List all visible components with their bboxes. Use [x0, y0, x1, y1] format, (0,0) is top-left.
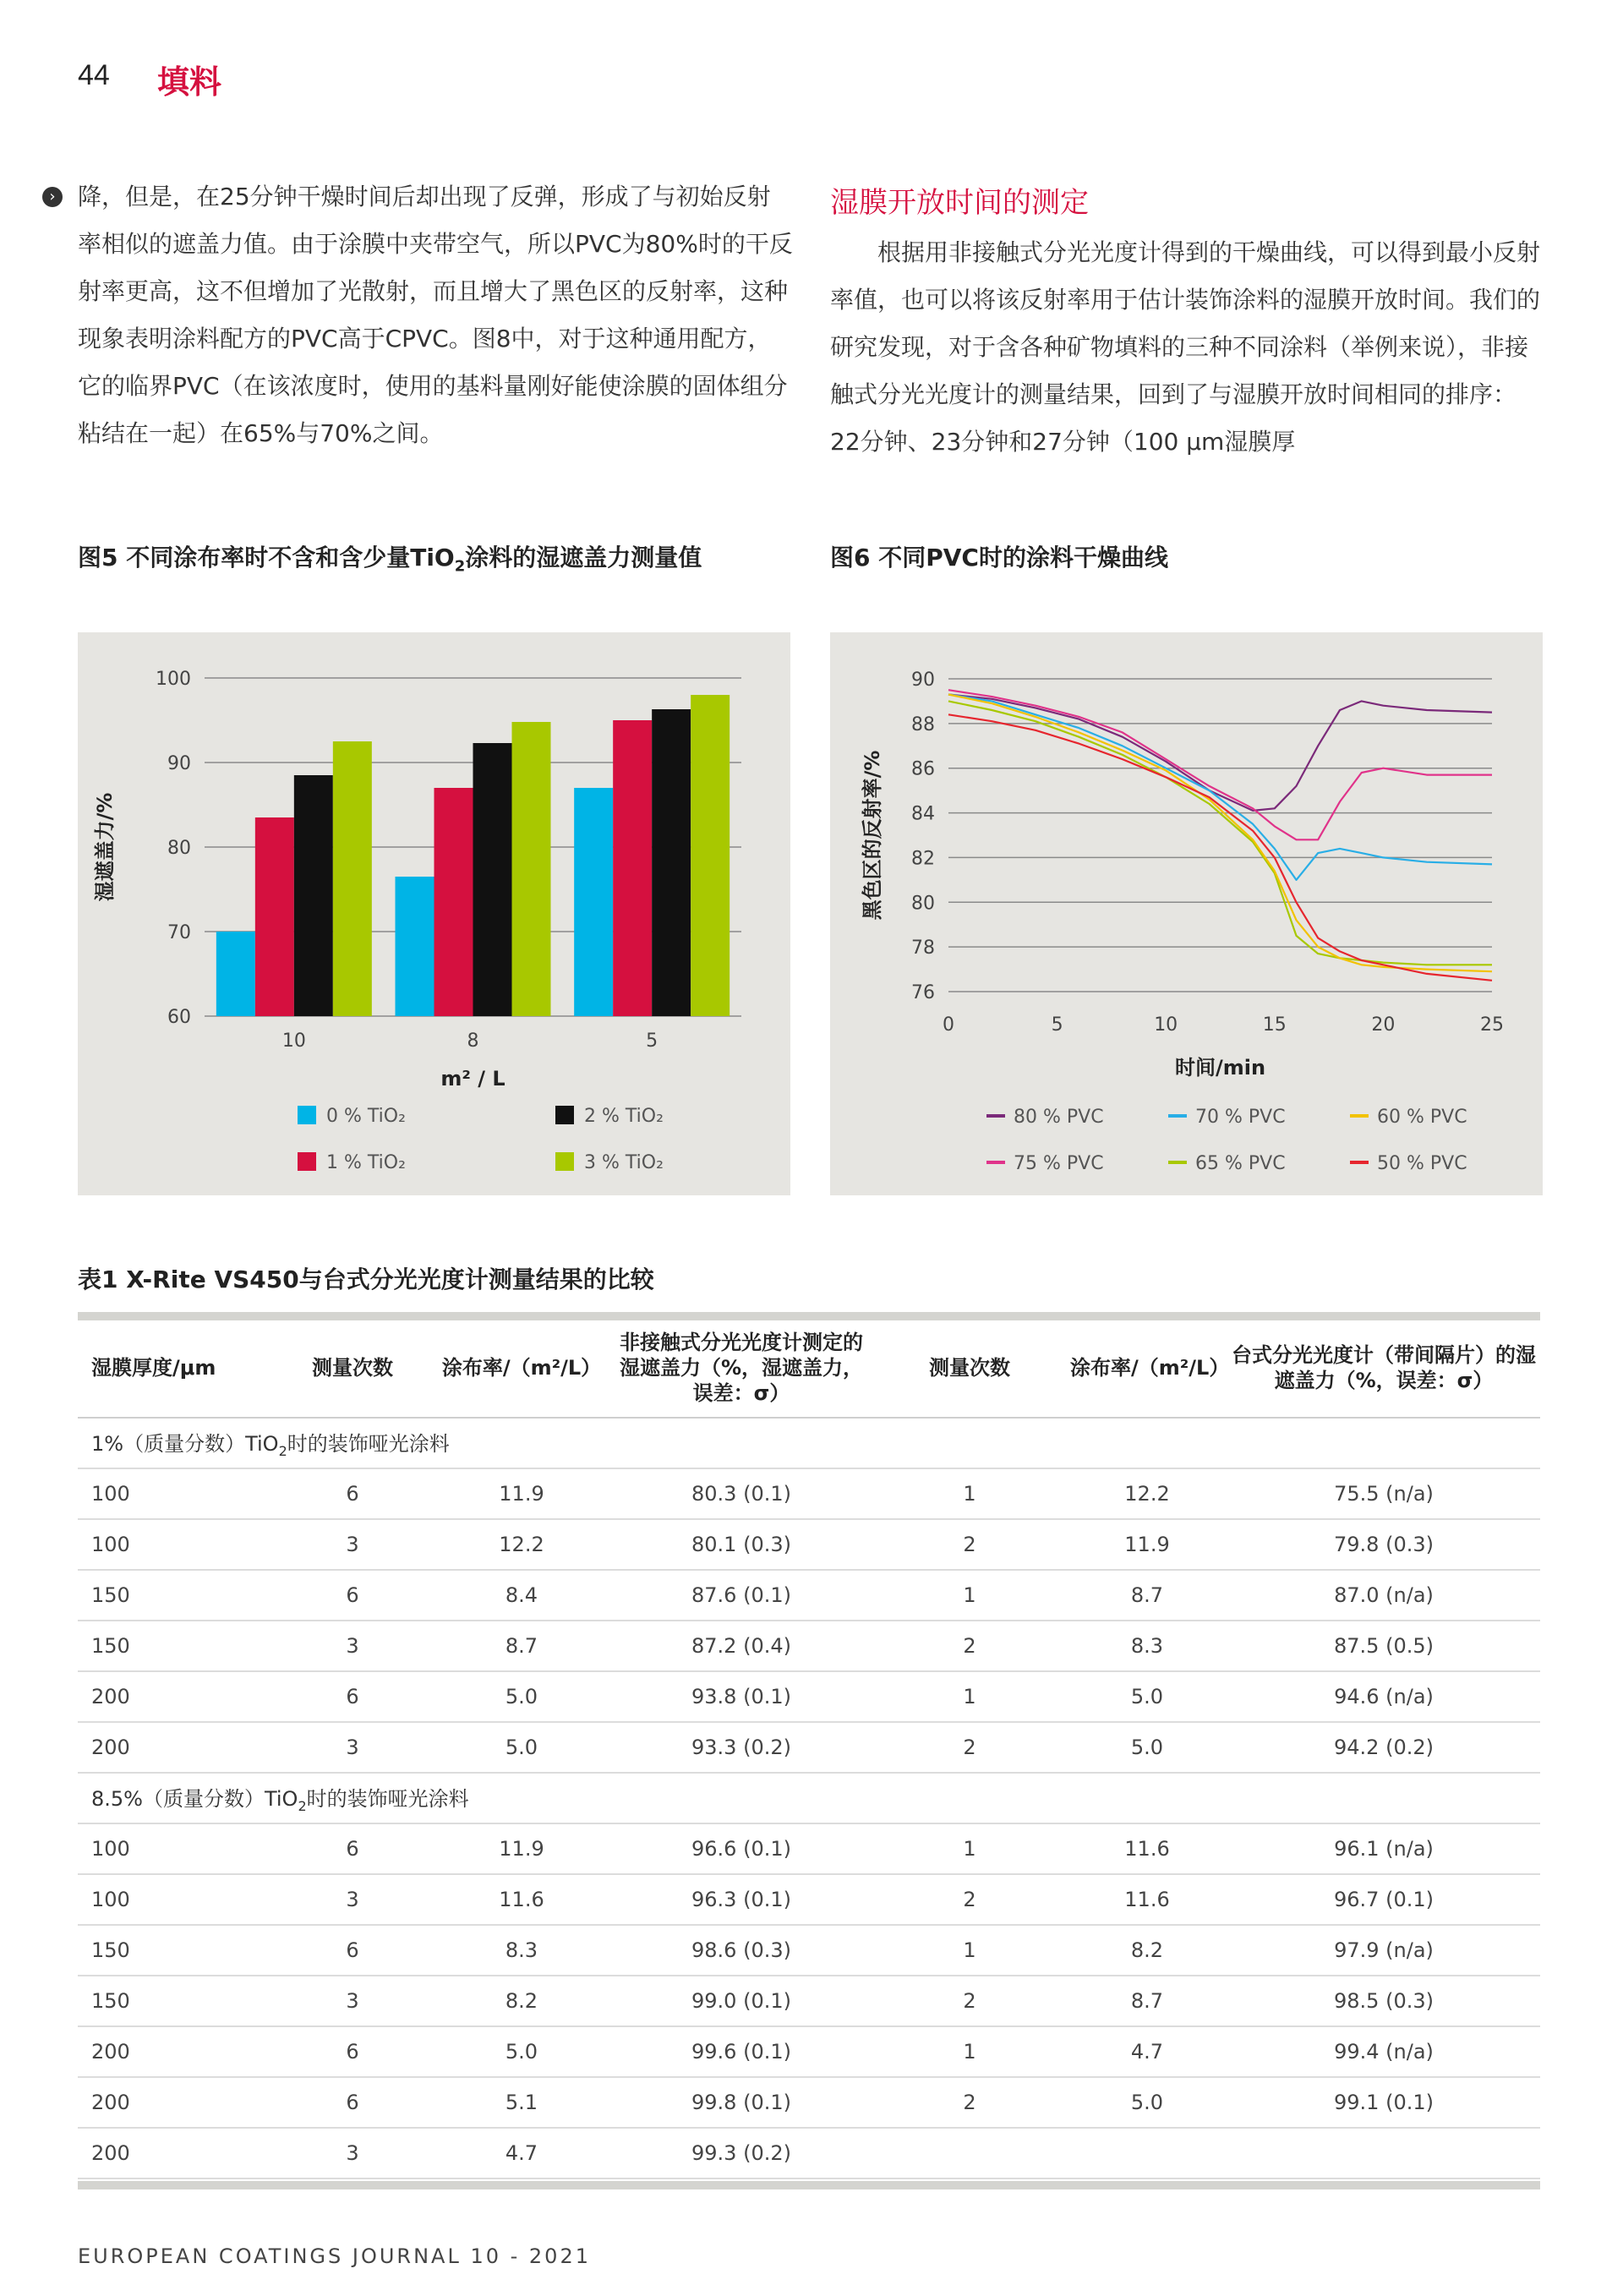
table-cell: 150	[78, 1621, 272, 1671]
y-tick-label: 88	[911, 713, 935, 735]
table-header-row	[78, 1319, 1540, 1418]
figure5-chart-panel	[78, 632, 790, 1195]
table-cell: 80.1 (0.3)	[610, 1519, 872, 1570]
table-cell: 99.6 (0.1)	[610, 2026, 872, 2077]
table-cell: 93.8 (0.1)	[610, 1671, 872, 1722]
bar	[333, 741, 372, 1016]
table-cell: 3	[272, 1519, 433, 1570]
table-bottom-rule	[78, 2181, 1540, 2189]
table-row	[78, 1570, 1540, 1621]
table-cell: 2	[872, 1621, 1067, 1671]
bar	[255, 817, 294, 1016]
legend-label: 60 % PVC	[1377, 1107, 1467, 1128]
table-cell: 8.7	[1067, 1570, 1227, 1621]
table-cell: 87.5 (0.5)	[1227, 1621, 1540, 1671]
legend-label: 80 % PVC	[1014, 1107, 1104, 1128]
table-cell: 5.0	[433, 1722, 610, 1773]
table-cell: 8.2	[433, 1976, 610, 2026]
table-cell: 2	[872, 1722, 1067, 1773]
table-cell: 80.3 (0.1)	[610, 1468, 872, 1519]
group-row	[78, 1418, 1540, 1468]
x-tick-label: 0	[943, 1014, 954, 1036]
y-tick-label: 86	[911, 758, 935, 780]
figure5-bar-chart	[78, 632, 790, 1195]
table-row	[78, 1823, 1540, 1874]
table1	[78, 1319, 1540, 2179]
series-line	[948, 701, 1492, 965]
legend-label: 2 % TiO₂	[584, 1106, 664, 1127]
legend-label: 65 % PVC	[1195, 1153, 1286, 1174]
table-row	[78, 1519, 1540, 1570]
figure5-caption-text-2: 涂料的湿遮盖力测量值	[465, 544, 702, 571]
table-row	[78, 1874, 1540, 1925]
table-cell: 99.0 (0.1)	[610, 1976, 872, 2026]
x-tick-label: 10	[281, 1030, 306, 1052]
table-cell: 87.2 (0.4)	[610, 1621, 872, 1671]
table-cell: 8.3	[433, 1925, 610, 1976]
table-cell: 4.7	[1067, 2026, 1227, 2077]
table-cell: 97.9 (n/a)	[1227, 1925, 1540, 1976]
y-tick-label: 90	[911, 670, 935, 691]
table-cell: 200	[78, 1722, 272, 1773]
y-tick-label: 84	[911, 803, 935, 825]
table-cell: 6	[272, 1823, 433, 1874]
legend-label: 70 % PVC	[1195, 1107, 1286, 1128]
col-header: 非接触式分光光度计测定的湿遮盖力（%，湿遮盖力，误差：σ）	[610, 1319, 872, 1418]
y-tick-label: 90	[167, 753, 191, 774]
table-row	[78, 2128, 1540, 2178]
table-cell: 93.3 (0.2)	[610, 1722, 872, 1773]
table-cell: 96.6 (0.1)	[610, 1823, 872, 1874]
table-cell: 11.6	[1067, 1823, 1227, 1874]
x-axis-title: 时间/min	[1174, 1056, 1266, 1080]
table-cell: 5.0	[433, 2026, 610, 2077]
y-axis-title: 湿遮盖力/%	[93, 792, 117, 902]
table-cell: 99.8 (0.1)	[610, 2077, 872, 2128]
table-body	[78, 1418, 1540, 2178]
table-cell: 12.2	[1067, 1468, 1227, 1519]
y-tick-label: 80	[167, 838, 191, 859]
legend-label: 0 % TiO₂	[326, 1106, 406, 1127]
x-tick-label: 8	[467, 1030, 479, 1052]
table-cell: 200	[78, 2077, 272, 2128]
table-cell: 6	[272, 2026, 433, 2077]
table-cell: 99.1 (0.1)	[1227, 2077, 1540, 2128]
table-cell: 150	[78, 1570, 272, 1621]
table-cell: 8.7	[433, 1621, 610, 1671]
table-row	[78, 2026, 1540, 2077]
table-cell: 5.0	[1067, 1722, 1227, 1773]
table-cell: 94.6 (n/a)	[1227, 1671, 1540, 1722]
table-row	[78, 1925, 1540, 1976]
col-header: 台式分光光度计（带间隔片）的湿遮盖力（%，误差：σ）	[1227, 1319, 1540, 1418]
table-row	[78, 1671, 1540, 1722]
bar	[691, 695, 730, 1016]
bar	[473, 743, 512, 1016]
table-cell: 3	[272, 2128, 433, 2178]
table-cell	[1067, 2128, 1227, 2178]
table-cell: 98.6 (0.3)	[610, 1925, 872, 1976]
legend-swatch	[555, 1106, 574, 1124]
figure5-caption	[78, 539, 702, 576]
bar	[574, 788, 613, 1016]
x-tick-label: 10	[1154, 1014, 1178, 1036]
table-cell: 94.2 (0.2)	[1227, 1722, 1540, 1773]
series-line	[948, 695, 1492, 972]
legend-swatch	[298, 1152, 316, 1171]
bar	[396, 877, 434, 1016]
group-label-text-2: 时的装饰哑光涂料	[306, 1787, 469, 1812]
legend-swatch	[298, 1106, 316, 1124]
col-header: 涂布率/（m²/L）	[433, 1319, 610, 1418]
y-tick-label: 78	[911, 938, 935, 959]
section-title: 填料	[157, 63, 222, 101]
col-header: 湿膜厚度/μm	[78, 1319, 272, 1418]
figure6-line-chart	[830, 632, 1543, 1195]
y-tick-label: 60	[167, 1007, 191, 1028]
col-header: 涂布率/（m²/L）	[1067, 1319, 1227, 1418]
footer: EUROPEAN COATINGS JOURNAL 10 - 2021	[78, 2244, 591, 2268]
group-label-text: 1%（质量分数）TiO	[91, 1432, 279, 1457]
legend-label: 1 % TiO₂	[326, 1152, 406, 1173]
x-tick-label: 20	[1371, 1014, 1396, 1036]
table-row	[78, 2077, 1540, 2128]
table-cell: 6	[272, 1925, 433, 1976]
bar	[216, 932, 255, 1016]
table-cell: 99.4 (n/a)	[1227, 2026, 1540, 2077]
x-tick-label: 15	[1262, 1014, 1287, 1036]
bar	[652, 709, 691, 1016]
y-tick-label: 82	[911, 848, 935, 870]
table-cell: 5.0	[433, 1671, 610, 1722]
x-tick-label: 25	[1480, 1014, 1504, 1036]
x-axis-title: m² / L	[440, 1067, 505, 1091]
table-cell: 200	[78, 1671, 272, 1722]
table-cell: 79.8 (0.3)	[1227, 1519, 1540, 1570]
table-cell: 2	[872, 1519, 1067, 1570]
table1-caption: 表1 X-Rite VS450与台式分光光度计测量结果的比较	[78, 1266, 654, 1293]
bar	[294, 775, 333, 1016]
table-cell: 6	[272, 1570, 433, 1621]
figure5-caption-text: 图5 不同涂布率时不含和含少量TiO	[78, 544, 455, 571]
series-line	[948, 695, 1492, 880]
table-cell	[872, 2128, 1067, 2178]
table-cell: 8.2	[1067, 1925, 1227, 1976]
table-cell: 200	[78, 2026, 272, 2077]
figure6-caption: 图6 不同PVC时的涂料干燥曲线	[830, 544, 1168, 571]
table-row	[78, 1468, 1540, 1519]
table-cell: 1	[872, 1671, 1067, 1722]
group-label	[78, 1773, 1540, 1823]
table-cell: 100	[78, 1874, 272, 1925]
continuation-arrow-icon: ›	[42, 187, 63, 207]
table-cell: 6	[272, 1671, 433, 1722]
table-cell: 11.9	[433, 1468, 610, 1519]
table-cell: 98.5 (0.3)	[1227, 1976, 1540, 2026]
y-axis-title: 黑色区的反射率/%	[861, 750, 884, 921]
table-cell: 5.0	[1067, 1671, 1227, 1722]
col-header: 测量次数	[272, 1319, 433, 1418]
table-cell: 96.7 (0.1)	[1227, 1874, 1540, 1925]
legend-label: 75 % PVC	[1014, 1153, 1104, 1174]
table-cell: 1	[872, 1468, 1067, 1519]
table-cell: 8.7	[1067, 1976, 1227, 2026]
group-label	[78, 1418, 1540, 1468]
legend-label: 3 % TiO₂	[584, 1152, 664, 1173]
table-cell: 1	[872, 1823, 1067, 1874]
x-tick-label: 5	[646, 1030, 658, 1052]
figure6-chart-panel	[830, 632, 1543, 1195]
table-cell: 3	[272, 1722, 433, 1773]
group-label-text: 8.5%（质量分数）TiO	[91, 1787, 298, 1812]
group-label-text-2: 时的装饰哑光涂料	[287, 1432, 450, 1457]
group-label-sub: 2	[298, 1797, 307, 1814]
group-label-sub: 2	[278, 1442, 287, 1459]
table-cell: 3	[272, 1976, 433, 2026]
table-cell: 5.0	[1067, 2077, 1227, 2128]
page-number: 44	[78, 59, 110, 91]
table-cell: 5.1	[433, 2077, 610, 2128]
table-cell: 8.3	[1067, 1621, 1227, 1671]
figure5-caption-sub: 2	[454, 557, 466, 576]
table-cell: 6	[272, 2077, 433, 2128]
bar	[434, 788, 473, 1016]
table-cell: 96.1 (n/a)	[1227, 1823, 1540, 1874]
table-cell: 11.9	[433, 1823, 610, 1874]
table-row	[78, 1621, 1540, 1671]
table-cell: 87.0 (n/a)	[1227, 1570, 1540, 1621]
legend-swatch	[555, 1152, 574, 1171]
table-cell: 150	[78, 1925, 272, 1976]
table-cell: 1	[872, 1570, 1067, 1621]
table-cell: 75.5 (n/a)	[1227, 1468, 1540, 1519]
table-cell: 1	[872, 2026, 1067, 2077]
table-cell: 12.2	[433, 1519, 610, 1570]
y-tick-label: 70	[167, 922, 191, 943]
table-row	[78, 1976, 1540, 2026]
table-cell: 99.3 (0.2)	[610, 2128, 872, 2178]
table-cell: 100	[78, 1519, 272, 1570]
table-cell: 200	[78, 2128, 272, 2178]
table-cell: 87.6 (0.1)	[610, 1570, 872, 1621]
table-cell: 4.7	[433, 2128, 610, 2178]
table-cell: 8.4	[433, 1570, 610, 1621]
legend-label: 50 % PVC	[1377, 1153, 1467, 1174]
table-cell: 2	[872, 1976, 1067, 2026]
table-cell: 3	[272, 1621, 433, 1671]
group-row	[78, 1773, 1540, 1823]
right-heading: 湿膜开放时间的测定	[830, 186, 1089, 220]
table-cell: 1	[872, 1925, 1067, 1976]
table-cell: 11.9	[1067, 1519, 1227, 1570]
table-cell: 6	[272, 1468, 433, 1519]
y-tick-label: 100	[156, 669, 191, 690]
table-row	[78, 1722, 1540, 1773]
left-paragraph: 降，但是，在25分钟干燥时间后却出现了反弹，形成了与初始反射率相似的遮盖力值。由于涂膜中夹带空气，所以PVC为80%时的干反射率更高，这不但增加了光散射，而且增大了黑色区的反射率，这种现象表明涂料配方的PVC高于CPVC。图8中，对于这种通用配方，它的临界PVC（在该浓度时，使用的基料量刚好能使涂膜的固体组分粘结在一起）在65%与70%之间。	[78, 183, 793, 447]
table-cell: 150	[78, 1976, 272, 2026]
table-cell: 2	[872, 1874, 1067, 1925]
x-tick-label: 5	[1051, 1014, 1063, 1036]
table-cell	[1227, 2128, 1540, 2178]
table-cell: 11.6	[1067, 1874, 1227, 1925]
bar	[613, 720, 652, 1016]
right-paragraph: 根据用非接触式分光光度计得到的干燥曲线，可以得到最小反射率值，也可以将该反射率用于估计装饰涂料的湿膜开放时间。我们的研究发现，对于含各种矿物填料的三种不同涂料（举例来说），非接触式分光光度计的测量结果，回到了与湿膜开放时间相同的排序：22分钟、23分钟和27分钟（100 μm湿膜厚	[830, 238, 1541, 456]
table-cell: 100	[78, 1823, 272, 1874]
table-cell: 100	[78, 1468, 272, 1519]
col-header: 测量次数	[872, 1319, 1067, 1418]
y-tick-label: 80	[911, 893, 935, 915]
table-cell: 96.3 (0.1)	[610, 1874, 872, 1925]
series-line	[948, 714, 1492, 981]
table-cell: 2	[872, 2077, 1067, 2128]
table-cell: 3	[272, 1874, 433, 1925]
table-cell: 11.6	[433, 1874, 610, 1925]
bar	[512, 722, 551, 1016]
series-line	[948, 695, 1492, 811]
y-tick-label: 76	[911, 982, 935, 1003]
